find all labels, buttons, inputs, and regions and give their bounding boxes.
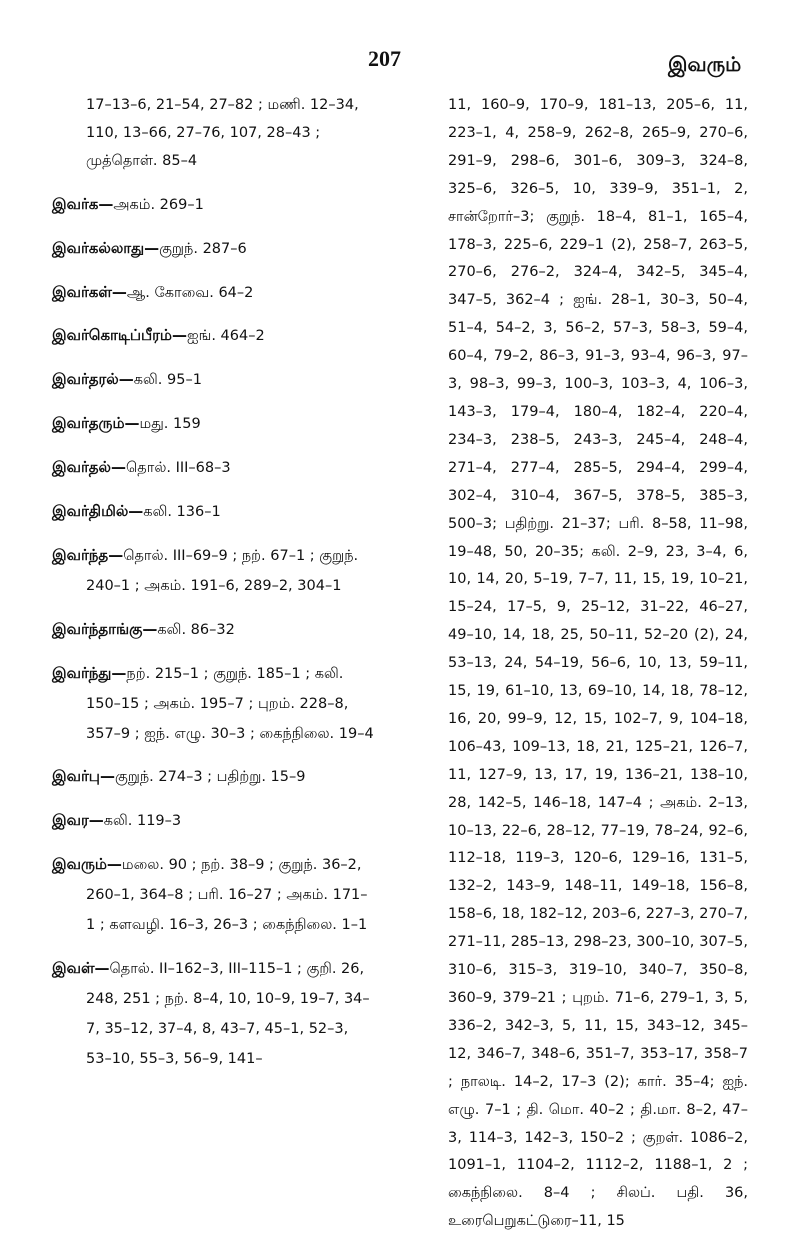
entry-references: தொல். III–69–9 ; நற். 67–1 ; குறுந். 240–1 ; அகம். 191–6, 289–2, 304–1 [86, 547, 359, 594]
continuation-text: 11, 160–9, 170–9, 181–13, 205–6, 11, 223–1, 4, 258–9, 262–8, 265–9, 270–6, 291–9, 298–6, 301–6, 309–3, 324–8, 325–6, 326–5, 10, 339–9, 351–1, 2, சான்றோர்–3; குறுந். 18–4, 81–1, 165–4, 178–3, 225–6, 229–1 (2), 258–7, 263–5, 270–6, 276–2, 324–4, 342–5, 345–4, 347–5, 362–4 ; ஐங். 28–1, 30–3, 50–4, 51–4, 54–2, 3, 56–2, 57–3, 58–3, 59–4, 60–4, 79–2, 86–3, 91–3, 93–4, 96–3, 97–3, 98–3, 99–3, 100–3, 103–3, 4, 106–3, 143–3, 179–4, 180–4, 182–4, 220–4, 234–3, 238–5, 243–3, 245–4, 248–4, 271–4, 277–4, 285–5, 294–4, 299–4, 302–4, 310–4, 367–5, 378–5, 385–3, 500–3; பதிற்று. 21–37; பரி. 8–58, 11–98, 19–48, 50, 20–35; கலி. 2–9, 23, 3–4, 6, 10, 14, 20, 5–19, 7–7, 11, 15, 19, 10–21, 15–24, 17–5, 9, 25–12, 31–22, 46–27, 49–10, 14, 18, 25, 50–11, 52–20 (2), 24, 53–13, 24, 54–19, 56–6, 10, 13, 59–11, 15, 19, 61–10, 13, 69–10, 14, 18, 78–12, 16, 20, 99–9, 12, 15, 102–7, 9, 104–18, 106–43, 109–13, 18, 21, 125–21, 126–7, 11, 127–9, 13, 17, 19, 136–21, 138–10, 28, 142–5, 146–18, 147–4 ; அகம். 2–13, 10–13, 22–6, 28–12, 77–19, 78–24, 92–6, 112–18, 119–3, 120–6, 129–16, 131–5, 132–2, 143–9, 148–11, 149–18, 156–8, 158–6, 18, 182–12, 203–6, 227–3, 270–7, 271–11, 285–13, 298–23, 300–10, 307–5, 310–6, 315–3, 319–10, 340–7, 350–8, 360–9, 379–21 ; புறம். 71–6, 279–1, 3, 5, 336–2, 342–3, 5, 11, 15, 343–12, 345–12, 346–7, 348–6, 351–7, 353–17, 358–7 ; நாலடி. 14–2, 17–3 (2); கார். 35–4; ஐந். எழு. 7–1 ; தி. மொ. 40–2 ; தி.மா. 8–2, 47–3, 114–3, 142–3, 150–2 ; குறள். 1086–2, 1091–1, 1104–2, 1112–2, 1188–1, 2 ; கைந்நிலை. 8–4 ; சிலப். பதி. 36, உரைபெறுகட்டுரை–11, 15 [448, 97, 748, 1230]
entry-dash: — [111, 663, 127, 682]
entry-dash: — [118, 370, 134, 389]
entry-headword: இவர்கள் [52, 282, 112, 301]
entry-dash: — [171, 326, 187, 345]
index-entry [52, 497, 374, 527]
index-entry [52, 365, 374, 395]
page-number: 207 [368, 46, 401, 71]
entry-dash: — [94, 958, 110, 977]
index-entry [52, 234, 374, 264]
entry-headword: இவர [52, 811, 89, 830]
entry-headword: இவர்ந்தாங்கு [52, 619, 143, 638]
right-column [448, 92, 748, 1236]
index-entry [52, 954, 374, 1074]
entry-headword: இவர்தல் [52, 458, 112, 477]
index-entry [52, 659, 374, 749]
entry-dash: — [106, 855, 122, 874]
continuation-text: 17–13–6, 21–54, 27–82 ; மணி. 12–34, 110, 13–66, 27–76, 107, 28–43 ; முத்தொள். 85–4 [86, 97, 359, 169]
entry-references: தொல். II–162–3, III–115–1 ; குறி. 26, 248, 251 ; நற். 8–4, 10, 10–9, 19–7, 34–7, 35–12, 37–4, 8, 43–7, 45–1, 52–3, 53–10, 55–3, 56–9, 141– [86, 960, 370, 1067]
left-column [52, 92, 374, 1074]
entry-headword: இவர்திமில் [52, 502, 129, 521]
entry-headword: இவரும் [52, 855, 107, 874]
entry-dash: — [88, 811, 104, 830]
entry-references: ஆ. கோவை. 64–2 [126, 284, 254, 301]
entry-dash: — [144, 238, 160, 257]
index-entry [52, 541, 374, 601]
index-entry [52, 615, 374, 645]
index-entry [52, 850, 374, 940]
entry-headword: இவர்க [52, 194, 99, 213]
entry-references: கலி. 86–32 [157, 621, 235, 638]
index-entry [52, 278, 374, 308]
entry-dash: — [124, 414, 140, 433]
entry-references: கலி. 119–3 [103, 813, 182, 830]
entry-dash: — [111, 282, 127, 301]
entry-headword: இவள் [52, 958, 95, 977]
index-entry [52, 190, 374, 220]
entry-references: மது. 159 [139, 416, 201, 433]
index-entry [52, 409, 374, 439]
entry-headword: இவர்தரல் [52, 370, 119, 389]
entry-headword: இவர்தரும் [52, 414, 125, 433]
entry-headword: இவர்ந்த [52, 545, 109, 564]
entry-references: நற். 215–1 ; குறுந். 185–1 ; கலி. 150–15 ; அகம். 195–7 ; புறம். 228–8, 357–9 ; ஐந். எழு. 30–3 ; கைந்நிலை. 19–4 [86, 665, 374, 742]
entry-headword: இவர்ந்து [52, 663, 112, 682]
entry-dash: — [108, 545, 124, 564]
entry-references: அகம். 269–1 [113, 196, 204, 213]
entry-dash: — [128, 502, 144, 521]
index-entry [52, 762, 374, 792]
entry-dash: — [142, 619, 158, 638]
index-entry [52, 321, 374, 351]
running-head: இவரும் [668, 52, 742, 76]
entry-headword: இவர்கல்லாது [52, 238, 145, 257]
entry-references: ஐங். 464–2 [186, 328, 265, 345]
entry-headword: இவர்கொடிப்பீரம் [52, 326, 172, 345]
entry-dash: — [111, 458, 127, 477]
entry-references: கலி. 136–1 [143, 504, 221, 521]
entry-references: கலி. 95–1 [133, 372, 202, 389]
entry-dash: — [98, 194, 114, 213]
entry-references: மலை. 90 ; நற். 38–9 ; குறுந். 36–2, 260–1, 364–8 ; பரி. 16–27 ; அகம். 171–1 ; களவழி. 16–3, 26–3 ; கைந்நிலை. 1–1 [86, 857, 368, 934]
entry-references: தொல். III–68–3 [126, 460, 231, 477]
entry-dash: — [99, 767, 115, 786]
entry-references: குறுந். 287–6 [159, 240, 247, 257]
index-entry [52, 806, 374, 836]
entry-headword: இவர்பு [52, 767, 100, 786]
entry-references: குறுந். 274–3 ; பதிற்று. 15–9 [114, 769, 306, 786]
index-entry [52, 453, 374, 483]
